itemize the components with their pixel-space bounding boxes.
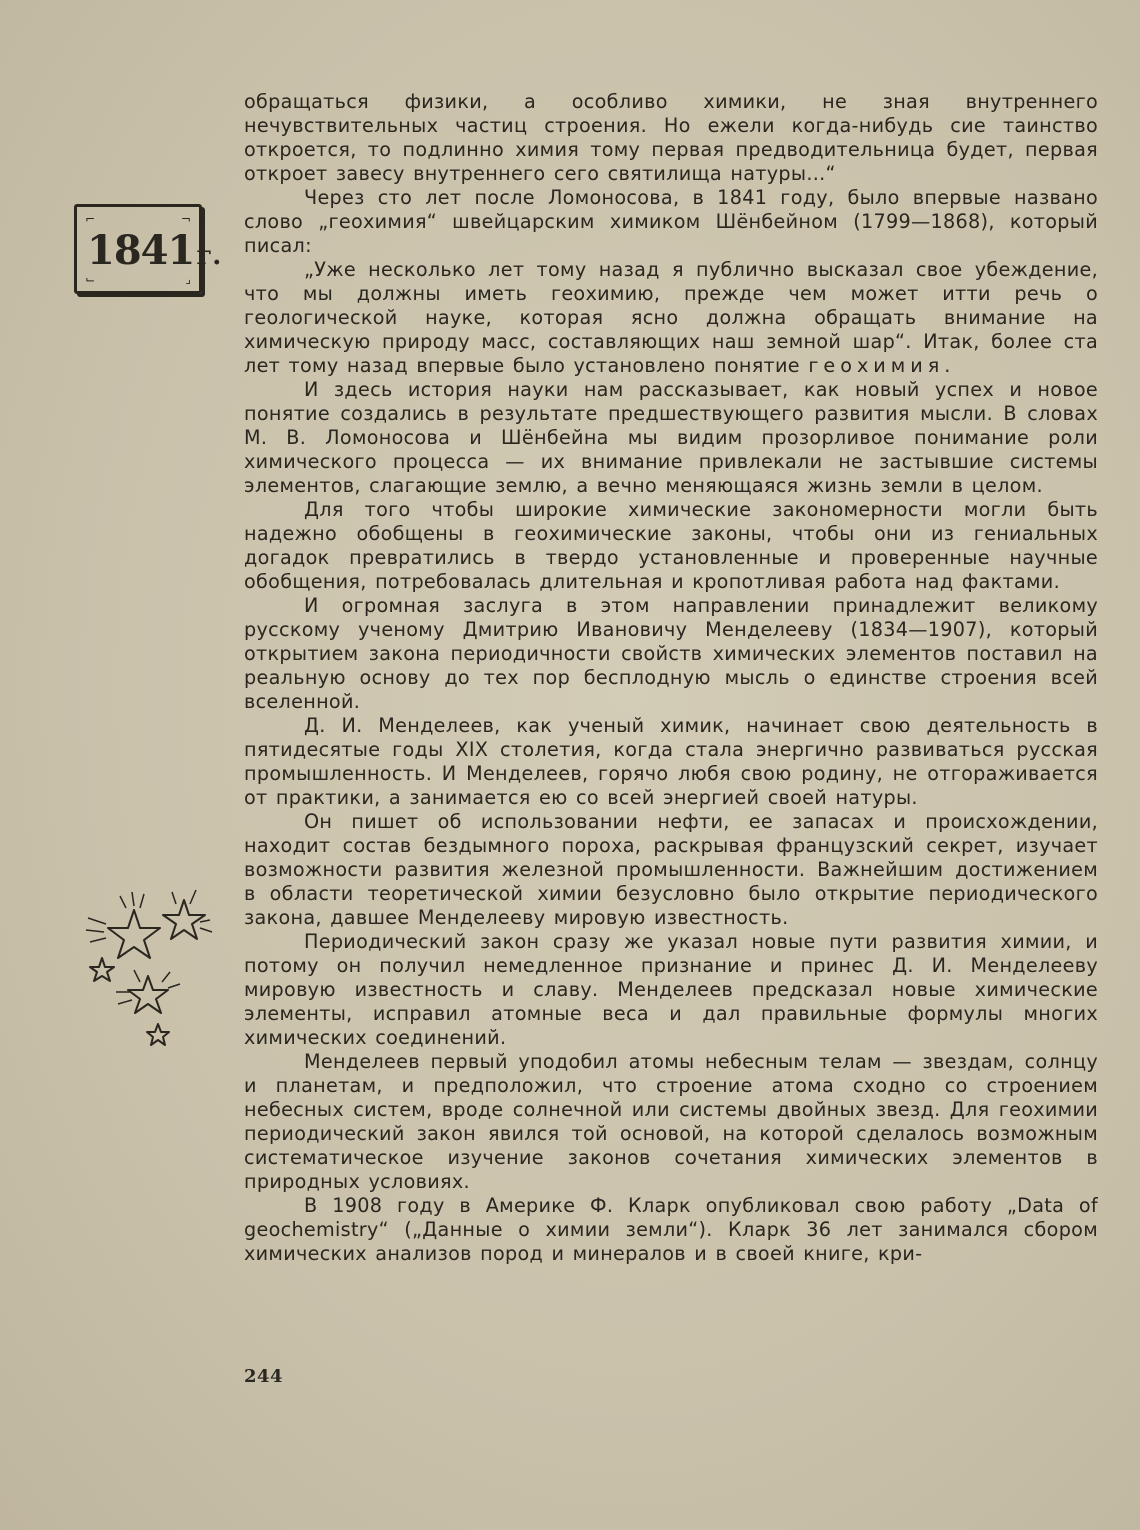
year-marginal-box xyxy=(74,204,222,294)
emphasized-term: геохимия. xyxy=(808,354,956,377)
paragraph xyxy=(244,258,1098,378)
corner-mark-icon: ⌐ xyxy=(85,212,96,226)
main-text xyxy=(244,90,1098,1266)
paragraph: Для того чтобы широкие химические закономерности могли быть надежно обобщены в геохимические законы, чтобы они из гениальных догадок превратились в твердо установленные и проверенные научные обобщения, потребовалась длительная и кропотливая работа над фактами. xyxy=(244,498,1098,593)
star-icon xyxy=(147,1024,169,1045)
paragraph: И огромная заслуга в этом направлении принадлежит великому русскому ученому Дмитрию Ивановичу Менделееву (1834—1907), который открытием закона периодичности свойств химических элементов поставил на реальную основу до тех пор бесплодную мысль о единстве строения всей вселенной. xyxy=(244,594,1098,713)
paragraph: обращаться физики, а особливо химики, не зная внутреннего нечувствительных частиц строения. Но ежели когда-нибудь сие таинство откроется, то подлинно химия тому первая предводительница будет, первая откроет завесу внутреннего сего святилища натуры...“ xyxy=(244,90,1098,185)
stars-illustration xyxy=(76,888,226,1058)
paragraph: И здесь история науки нам рассказывает, как новый успех и новое понятие создались в результате предшествующего развития мысли. В словах М. В. Ломоносова и Шёнбейна мы видим прозорливое понимание роли химического процесса — их внимание привлекали не застывшие системы элементов, слагающие землю, а вечно меняющаяся жизнь земли в целом. xyxy=(244,378,1098,497)
paragraph: Периодический закон сразу же указал новые пути развития химии, и потому он получил немедленное признание и принес Д. И. Менделееву мировую известность и славу. Менделеев предсказал новые химические элементы, исправил атомные веса и дал правильные формулы многих химических соединений. xyxy=(244,930,1098,1049)
year-suffix: г. xyxy=(196,241,222,271)
corner-mark-icon: ¬ xyxy=(180,212,191,226)
year-number: 1841 xyxy=(87,227,195,274)
year-label xyxy=(87,227,221,274)
star-icon xyxy=(163,900,205,939)
quote-text: „Уже несколько лет тому назад я публично высказал свое убеждение, что мы должны иметь геохимию, прежде чем может итти речь о геологической науке, которая ясно должна обращать внимание на химическую природу масс, составляющих наш земной шар“. Итак, более ста лет тому назад впервые было установлено понятие xyxy=(244,258,1098,377)
paragraph: Через сто лет после Ломоносова, в 1841 году, было впервые названо слово „геохимия“ швейцарским химиком Шёнбейном (1799—1868), который писал: xyxy=(244,186,1098,257)
star-icon xyxy=(108,910,160,958)
paragraph: Он пишет об использовании нефти, ее запасах и происхождении, находит состав бездымного пороха, раскрывая французский секрет, изучает возможности развития железной промышленности. Важнейшим достижением в области теоретической химии безусловно было открытие периодического закона, давшее Менделееву мировую известность. xyxy=(244,810,1098,929)
paragraph: Менделеев первый уподобил атомы небесным телам — звездам, солнцу и планетам, и предположил, что строение атома сходно со строением небесных систем, вроде солнечной или системы двойных звезд. Для геохимии периодический закон явился той основой, на которой сделалось возможным систематическое изучение законов сочетания химических элементов в природных условиях. xyxy=(244,1050,1098,1193)
corner-mark-icon: ⌙ xyxy=(85,272,96,286)
corner-mark-icon: ⌟ xyxy=(185,272,191,286)
page-number: 244 xyxy=(244,1366,284,1387)
paragraph: Д. И. Менделеев, как ученый химик, начинает свою деятельность в пятидесятые годы XIX столетия, когда стала энергично развиваться русская промышленность. И Менделеев, горячо любя свою родину, не отгораживается от практики, а занимается ею со всей энергией своей натуры. xyxy=(244,714,1098,809)
paragraph: В 1908 году в Америке Ф. Кларк опубликовал свою работу „Data of geochemistry“ („Данные о химии земли“). Кларк 36 лет занимался сбором химических анализов пород и минералов и в своей книге, кри- xyxy=(244,1194,1098,1265)
star-icon xyxy=(90,958,114,981)
